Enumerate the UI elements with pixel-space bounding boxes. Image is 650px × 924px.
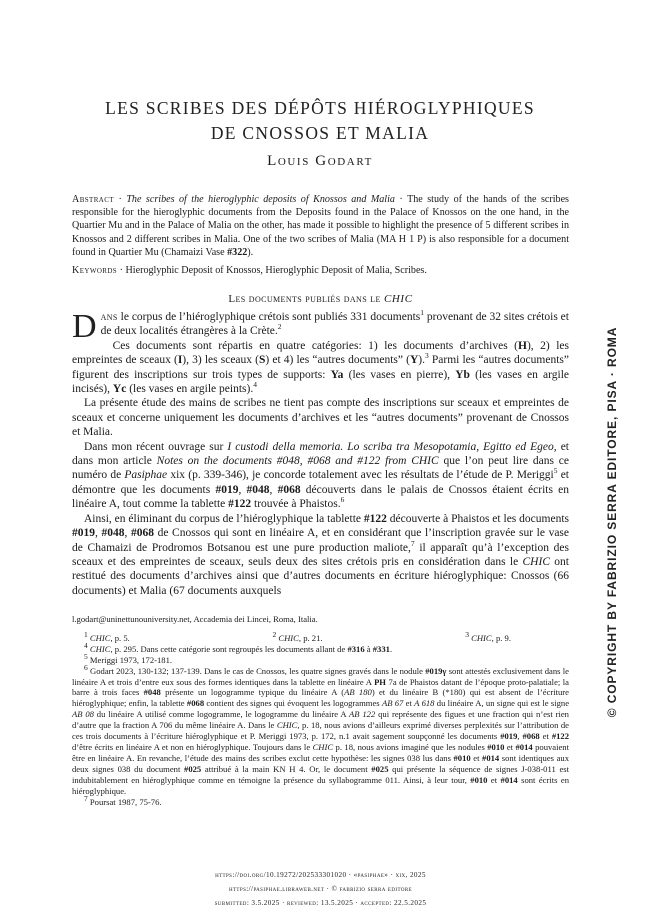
- footnote-7: 7 Poursat 1987, 75-76.: [84, 793, 162, 807]
- keywords-label: Keywords: [72, 265, 118, 276]
- drop-cap: D: [72, 308, 97, 345]
- footnote-ref: 3: [424, 351, 429, 361]
- footnotes: [72, 614, 569, 807]
- footnote-ref: 7: [410, 538, 415, 548]
- keywords-text: · Hieroglyphic Deposit of Knossos, Hieroglyphic Deposit of Malia, Scribes.: [117, 265, 427, 276]
- paragraph-5: Ainsi, en éliminant du corpus de l’hiéroglyphique la tablette #122 découverte à Phaistos et les documents #019, #048, #068 de Cnossos qui sont en linéaire A, et en considérant que l’inscription gravée sur le vase de Chamaizi de Prodromos Botsanou est une pure production maliote,$^7$ il apparaît qu’à l’exception des sceaux et des empreintes de sceaux, seuls deux des sites crétois pris en considération dans le CHIC ont restitué des documents d’archives ainsi que d’autres documents en écriture hiéroglyphique: Cnossos (66 documents) et Malia (67 documents auxquels: [72, 512, 570, 597]
- footnote-ref: 1: [420, 308, 424, 318]
- abstract-english-title: The scribes of the hieroglyphic deposits of Knossos and Malia: [126, 194, 395, 205]
- footnote-ref: 2: [277, 322, 282, 332]
- footnote-4: 4 CHIC, p. 295. Dans cette catégorie sont regroupés les documents allant de #316 à #331.: [84, 640, 393, 654]
- copyright-text: © COPYRIGHT BY FABRIZIO SERRA EDITORE, PISA · ROMA: [605, 326, 619, 718]
- paragraph-4: Dans mon récent ouvrage sur I custodi della memoria. Lo scriba tra Mesopotamia, Egitto ed Egeo, et dans mon article Notes on the documents #048, #068 and #122 from CHIC que l’on peut lire dans ce numéro de Pasiphae xix (p. 339-346), je concorde totalement avec les résultats de l’étude de P. Meriggi$^5$ et démontre que les documents #019, #048, #068 découverts dans le palais de Cnossos étaient écrits en linéaire A, tout comme la tablette #122 trouvée à Phaistos.$^6$: [72, 440, 570, 511]
- paragraph-3: La présente étude des mains de scribes ne tient pas compte des inscriptions sur sceaux et empreintes de sceaux et concerne uniquement les documents d’archives et les “autres documents” provenant de Cnossos et Malia.: [72, 397, 569, 439]
- footnote-ref: 5: [553, 466, 558, 476]
- section-heading: Les documents publiés dans le CHIC: [228, 293, 413, 305]
- footnotes-1-3: [72, 630, 569, 644]
- footnote-1: 1 CHIC, p. 5.: [84, 630, 130, 643]
- footnote-6: 6 Godart 2023, 130-132; 137-139. Dans le cas de Cnossos, les quatre signes gravés dans le nodule #019γ sont attestés exclusivement dans le linéaire A et trois d’entre eux sous des formes identiques dans la tablette en linéaire A PH 7a de Phaistos datant de l’époque proto-palatiale; la barre à trois faces #048 présente un logogramme typique du linéaire A (AB 180) et du linéaire B (*180) qui est absent de l’écriture hiéroglyphique; enfin, la tablette #068 contient des signes qui évoquent les logogrammes AB 67 et A 618 du linéaire A, un signe qui est le signe AB 08 du linéaire A utilisé comme logogramme, le logogramme du linéaire A AB 122 qui représente des figues et une fraction qui n’est rien d’autre que la fraction A 706 du même linéaire A. Dans le CHIC, p. 18, nous avions d’ailleurs exprimé diverses perplexités sur l’attribution de ces trois documents à l’écriture hiéroglyphique et P. Meriggi 1973, p. 172, n.1 avait sagement soupçonné les documents #019, #068 et #122 d’être écrits en linéaire A et non en hiéroglyphique. Toujours dans le CHIC p. 18, nous avions imaginé que les nodules #010 et #014 pouvaient être en linéaire A. En revanche, l’étude des mains des scribes exclut cette hypothèse: les signes 038 lus dans #010 et #014 sont identiques aux deux signes 038 du document #025 attribué à la main KN H 4. Or, le document #025 qui présente la séquence de signes J-038-011 est indubitablement en hiéroglyphique comme en témoigne la présence du syllabogramme 011. Ainsi, à leur tour, #010 et #014 sont écrits en hiéroglyphique.: [72, 662, 570, 796]
- page-footer: [72, 868, 569, 910]
- vase-number: #322: [227, 246, 248, 258]
- footnote-2: 2 CHIC, p. 21.: [272, 630, 323, 643]
- paragraph-2: Ces documents sont répartis en quatre catégories: 1) les documents d’archives (H), 2) les empreintes de sceaux (I), 3) les sceaux (S) et 4) les “autres documents” (Y).$^3$ Parmi les “autres documents” figurent des inscriptions sur trois types de supports: Ya (les vases en pierre), Yb (les vases en argile incisés), Yc (les vases en argile peints).$^4$: [72, 339, 569, 396]
- dates-line: submitted: 3.5.2025 · reviewed: 13.5.2025 · accepted: 22.5.2025: [214, 899, 427, 907]
- doi-line: https://doi.org/10.19272/202533301020 · «pasiphae» · xix, 2025: [215, 871, 426, 879]
- footnote-3: 3 CHIC, p. 9.: [465, 630, 511, 643]
- publisher-line: https://pasiphae.libraweb.net · © fabrizio serra editore: [228, 885, 413, 893]
- footnote-ref: 6: [340, 495, 345, 505]
- author-name: Louis Godart: [267, 153, 373, 169]
- keywords: [72, 264, 569, 277]
- article-title: [60, 96, 580, 146]
- paragraph-1: Dans le corpus de l’hiéroglyphique crétois sont publiés 331 documents$^1$ provenant de 32 sites crétois et de deux localités étrangères à la Crète.$^2$: [72, 308, 569, 345]
- abstract: Abstract · The scribes of the hieroglyphic deposits of Knossos and Malia · The study of the hands of the scribes responsible for the hieroglyphic documents from the Deposits found in the Palace of Knossos on the one hand, in the Quartier Mu and in the Palace of Malia on the other, has made it possible to highlight the presence of 5 different scribes in Knossos and 2 different scribes in Malia. One of the two scribes of Malia (MA H 1 P) is also responsible for a document found in Quartier Mu (Chamaizi Vase #322).: [72, 194, 569, 258]
- author-affiliation: l.godart@uninettunouniversity.net, Accademia dei Lincei, Roma, Italia.: [72, 614, 318, 624]
- abstract-label: Abstract: [72, 194, 114, 205]
- title-line-1: LES SCRIBES DES DÉPÔTS HIÉROGLYPHIQUES: [105, 98, 535, 118]
- footnote-5: 5 Meriggi 1973, 172-181.: [84, 651, 173, 665]
- abstract-text: · The study of the hands of the scribes responsible for the hieroglyphic documents from the Deposits found in the Palace of Knossos on the one hand, in the Quartier Mu and in the Palace of Malia on the other, has made it possible to highlight the presence of 5 different scribes in Knossos and 2 different scribes in Malia. One of the two scribes of Malia (MA H 1 P) is also responsible for a document found in Quartier Mu (Chamaizi Vase: [72, 194, 569, 258]
- body-text: [72, 310, 569, 598]
- title-line-2: DE CNOSSOS ET MALIA: [210, 123, 430, 143]
- footnote-ref: 4: [253, 380, 257, 390]
